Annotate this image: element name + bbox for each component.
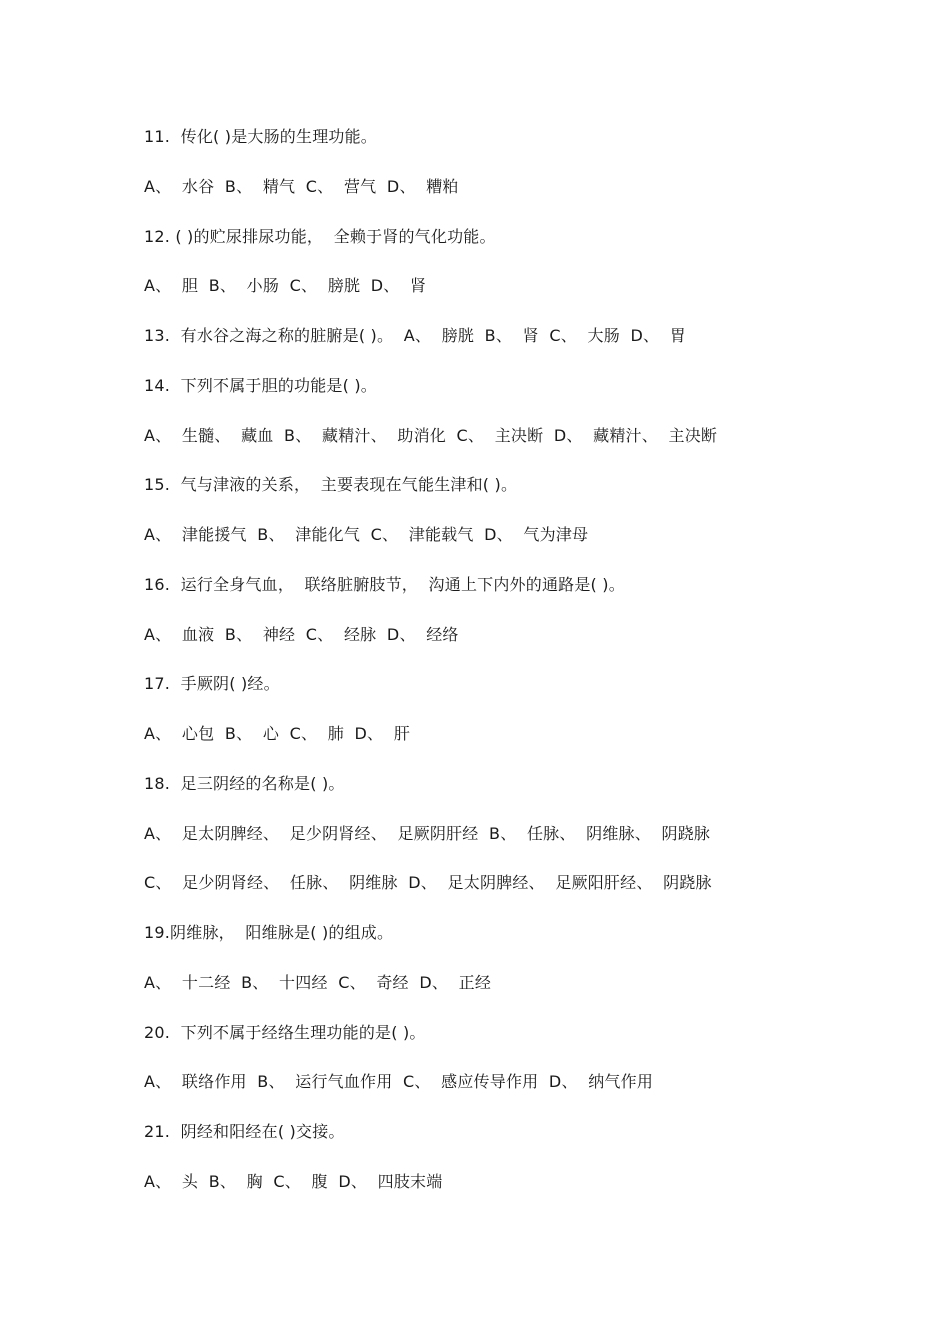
options-17: A、 心包 B、 心 C、 肺 D、 肝: [144, 724, 411, 743]
question-13: 13. 有水谷之海之称的脏腑是( )。 A、 膀胱 B、 肾 C、 大肠 D、 胃: [144, 326, 686, 345]
options-14: A、 生髓、 藏血 B、 藏精汁、 助消化 C、 主决断 D、 藏精汁、 主决断: [144, 425, 718, 445]
options-19: A、 十二经 B、 十四经 C、 奇经 D、 正经: [144, 972, 492, 992]
question-20: 20. 下列不属于经络生理功能的是( )。: [144, 1022, 426, 1042]
options-20: A、 联络作用 B、 运行气血作用 C、 感应传导作用 D、 纳气作用: [144, 1072, 654, 1092]
question-15: 15. 气与津液的关系， 主要表现在气能生津和( )。: [144, 475, 518, 495]
options-15: A、 津能援气 B、 津能化气 C、 津能载气 D、 气为津母: [144, 525, 589, 544]
question-19: 19.阴维脉， 阳维脉是( )的组成。: [144, 923, 394, 942]
options-11: A、 水谷 B、 精气 C、 营气 D、 糟粕: [144, 176, 459, 196]
question-12: 12. ( )的贮尿排尿功能， 全赖于肾的气化功能。: [144, 226, 496, 246]
question-18: 18. 足三阴经的名称是( )。: [144, 773, 345, 793]
question-16: 16. 运行全身气血， 联络脏腑肢节， 沟通上下内外的通路是( )。: [144, 574, 625, 594]
options-12: A、 胆 B、 小肠 C、 膀胱 D、 肾: [144, 276, 427, 296]
question-11: 11. 传化( )是大肠的生理功能。: [144, 127, 377, 146]
options-18-cd: C、 足少阴肾经、 任脉、 阴维脉 D、 足太阴脾经、 足厥阳肝经、 阴跷脉: [144, 873, 712, 893]
question-17: 17. 手厥阴( )经。: [144, 674, 280, 694]
question-14: 14. 下列不属于胆的功能是( )。: [144, 375, 377, 395]
options-16: A、 血液 B、 神经 C、 经脉 D、 经络: [144, 624, 459, 644]
text-lines: [144, 124, 884, 1219]
options-21: A、 头 B、 胸 C、 腹 D、 四肢末端: [144, 1171, 443, 1191]
options-18-ab: A、 足太阴脾经、 足少阴肾经、 足厥阴肝经 B、 任脉、 阴维脉、 阴跷脉: [144, 823, 711, 843]
question-21: 21. 阴经和阳经在( )交接。: [144, 1122, 345, 1141]
